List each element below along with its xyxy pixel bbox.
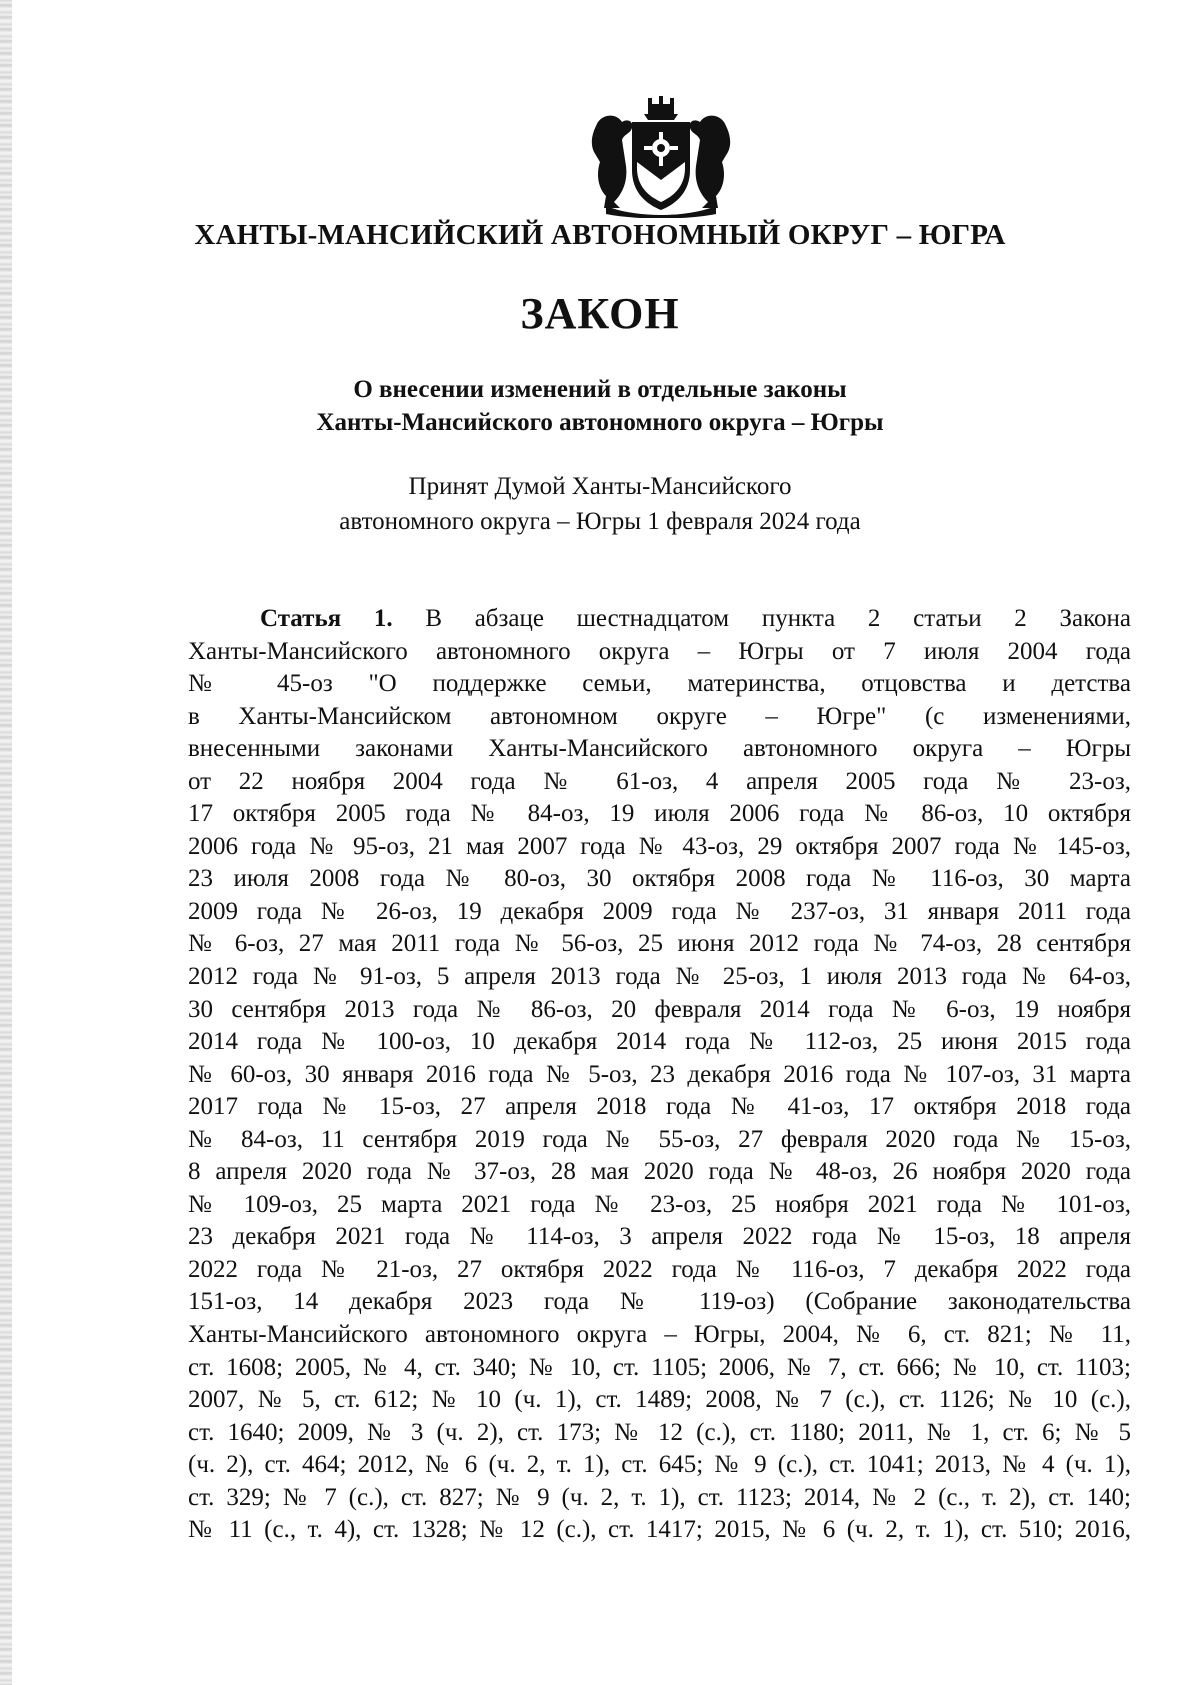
law-subject-line: Ханты-Мансийского автономного округа – Югры	[316, 409, 884, 436]
article-text-line: 2017 года № 15-оз, 27 апреля 2018 года № 41-оз, 17 октября 2018 года	[188, 1093, 1131, 1121]
article-text-line: 2012 года № 91-оз, 5 апреля 2013 года № 25-оз, 1 июля 2013 года № 64-оз,	[188, 963, 1131, 991]
article-text-line: 2014 года № 100-оз, 10 декабря 2014 года № 112-оз, 25 июня 2015 года	[188, 1028, 1131, 1056]
article-text-line: в Ханты-Мансийском автономном округе – Югре" (с изменениями,	[188, 702, 1131, 730]
document-type: ЗАКОН	[520, 289, 680, 338]
adoption-note	[0, 469, 1200, 539]
article-text-line: 23 декабря 2021 года № 114-оз, 3 апреля 2022 года № 15-оз, 18 апреля	[188, 1223, 1131, 1251]
article-text-line: ст. 329; № 7 (с.), ст. 827; № 9 (ч. 2, т. 1), ст. 1123; 2014, № 2 (с., т. 2), ст. 140;	[188, 1483, 1131, 1511]
scan-edge	[0, 0, 12, 1685]
article-label: Статья 1.	[260, 605, 393, 632]
region-title: ХАНТЫ-МАНСИЙСКИЙ АВТОНОМНЫЙ ОКРУГ – ЮГРА	[194, 219, 1006, 251]
article-text-line: Ханты-Мансийского автономного округа – Югры от 7 июля 2004 года	[188, 637, 1131, 665]
adoption-note-line: автономного округа – Югры 1 февраля 2024 года	[339, 508, 861, 535]
article-text-line: 2009 года № 26-оз, 19 декабря 2009 года № 237-оз, 31 января 2011 года	[188, 897, 1131, 925]
article-text-line: 30 сентября 2013 года № 86-оз, 20 февраля 2014 года № 6-оз, 19 ноября	[188, 995, 1131, 1023]
article-text-line: Ханты-Мансийского автономного округа – Югры, 2004, № 6, ст. 821; № 11,	[188, 1321, 1131, 1349]
article-text-line: № 109-оз, 25 марта 2021 года № 23-оз, 25 ноября 2021 года № 101-оз,	[188, 1190, 1131, 1218]
article-first-line	[188, 603, 1131, 636]
article-text-line: ст. 1640; 2009, № 3 (ч. 2), ст. 173; № 12 (с.), ст. 1180; 2011, № 1, ст. 6; № 5	[188, 1418, 1131, 1446]
article-text-line: ст. 1608; 2005, № 4, ст. 340; № 10, ст. 1105; 2006, № 7, ст. 666; № 10, ст. 1103;	[188, 1353, 1131, 1381]
article-first-line-text: В абзаце шестнадцатом пункта 2 статьи 2 Закона	[392, 605, 1131, 632]
article-text-line: от 22 ноября 2004 года № 61-оз, 4 апреля 2005 года № 23-оз,	[188, 767, 1131, 795]
article-text-line: № 45-оз "О поддержке семьи, материнства, отцовства и детства	[188, 670, 1131, 698]
article-text-line: 2022 года № 21-оз, 27 октября 2022 года № 116-оз, 7 декабря 2022 года	[188, 1255, 1131, 1283]
coat-of-arms-icon	[586, 96, 736, 218]
article-text-line: 23 июля 2008 года № 80-оз, 30 октября 2008 года № 116-оз, 30 марта	[188, 865, 1131, 893]
adoption-note-line: Принят Думой Ханты-Мансийского	[408, 473, 792, 500]
law-subject-line: О внесении изменений в отдельные законы	[353, 376, 847, 403]
article-text-line: 8 апреля 2020 года № 37-оз, 28 мая 2020 года № 48-оз, 26 ноября 2020 года	[188, 1158, 1131, 1186]
law-subject	[0, 373, 1200, 439]
article-text-line: 151-оз, 14 декабря 2023 года № 119-оз) (Собрание законодательства	[188, 1288, 1131, 1316]
article-text-line: 2007, № 5, ст. 612; № 10 (ч. 1), ст. 1489; 2008, № 7 (с.), ст. 1126; № 10 (с.),	[188, 1386, 1131, 1414]
article-text-line: 17 октября 2005 года № 84-оз, 19 июля 2006 года № 86-оз, 10 октября	[188, 800, 1131, 828]
article-text-line: № 60-оз, 30 января 2016 года № 5-оз, 23 декабря 2016 года № 107-оз, 31 марта	[188, 1060, 1131, 1088]
article-text-line: № 6-оз, 27 мая 2011 года № 56-оз, 25 июня 2012 года № 74-оз, 28 сентября	[188, 930, 1131, 958]
article-text-line: внесенными законами Ханты-Мансийского автономного округа – Югры	[188, 735, 1131, 763]
article-text-line: 2006 года № 95-оз, 21 мая 2007 года № 43-оз, 29 октября 2007 года № 145-оз,	[188, 832, 1131, 860]
article-text-line: № 84-оз, 11 сентября 2019 года № 55-оз, 27 февраля 2020 года № 15-оз,	[188, 1125, 1131, 1153]
article-text-line: (ч. 2), ст. 464; 2012, № 6 (ч. 2, т. 1), ст. 645; № 9 (с.), ст. 1041; 2013, № 4 (ч. 1),	[188, 1451, 1131, 1479]
article-text-line: № 11 (с., т. 4), ст. 1328; № 12 (с.), ст. 1417; 2015, № 6 (ч. 2, т. 1), ст. 510; 2016,	[188, 1516, 1131, 1544]
article-body	[188, 603, 1131, 1547]
